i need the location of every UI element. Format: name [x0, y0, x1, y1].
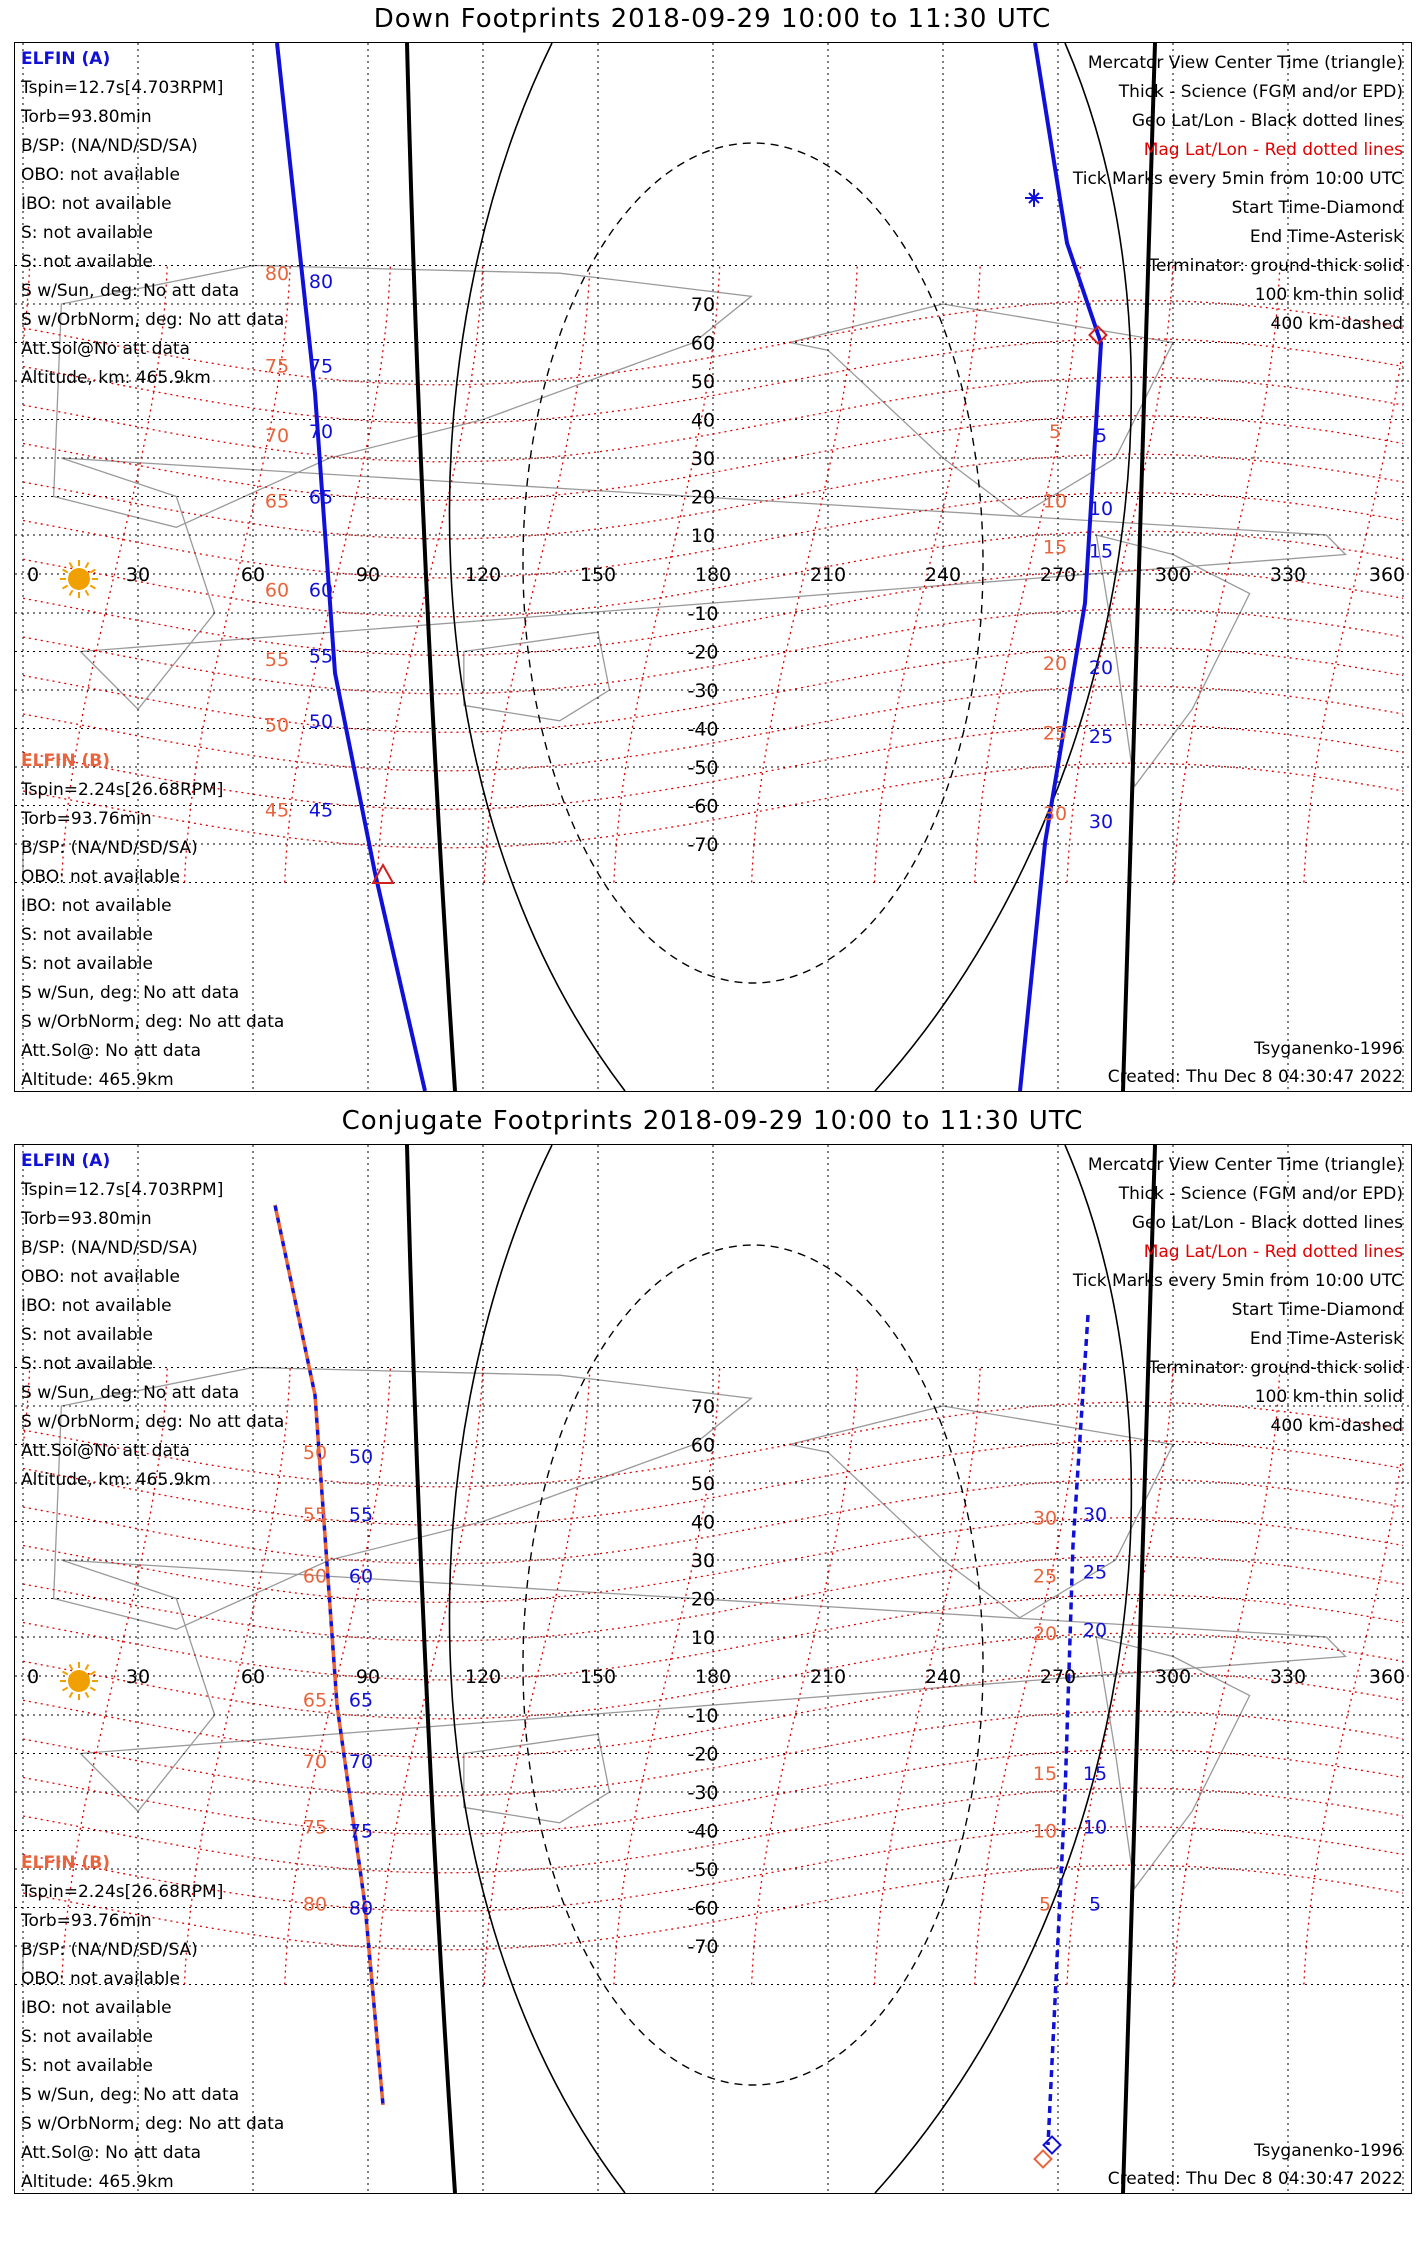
sat-b-tick-label: 45: [264, 799, 290, 822]
legend-line: Geo Lat/Lon - Black dotted lines: [1131, 111, 1403, 131]
info-row: OBO: not available: [21, 1267, 180, 1287]
info-row: OBO: not available: [21, 165, 180, 185]
sat-a-tick-label: 10: [1088, 498, 1114, 521]
legend-line: Tick Marks every 5min from 10:00 UTC: [1072, 1271, 1403, 1291]
lat-label: -50: [687, 1859, 719, 1881]
info-row: Torb=93.80min: [21, 1209, 152, 1229]
info-row: Tspin=12.7s[4.703RPM]: [21, 1180, 224, 1200]
info-row: Att.Sol@: No att data: [21, 2143, 202, 2163]
sat-b-tick-label: 70: [302, 1751, 328, 1774]
lon-label: 0: [27, 564, 40, 586]
lat-label: 50: [690, 1473, 716, 1495]
lat-label: -60: [687, 795, 719, 818]
legend: [1073, 1151, 1403, 1441]
sat-b-name: ELFIN (B): [21, 1853, 111, 1873]
sat-b-tick-label: 30: [1042, 803, 1068, 826]
sat-b-tick-label: 20: [1042, 653, 1068, 676]
info-row: S: not available: [21, 2027, 153, 2047]
sat-a-tick-label: 50: [348, 1446, 374, 1469]
info-row: S w/Sun, deg: No att data: [21, 1383, 240, 1403]
sat-a-tick-label: 5: [1088, 1893, 1102, 1916]
sat-b-tick-label: 55: [302, 1503, 328, 1526]
lon-label: 240: [924, 564, 962, 586]
info-row: IBO: not available: [21, 1998, 172, 2018]
created-label: Created: Thu Dec 8 04:30:47 2022: [1107, 2169, 1403, 2189]
map-conjugate: [14, 1144, 1412, 2194]
lat-label: -20: [687, 1743, 719, 1766]
sat-b-tick-label: 5: [1048, 421, 1062, 444]
sat-a-tick-label: 25: [1082, 1561, 1108, 1584]
lat-label: 40: [690, 409, 716, 432]
info-row: OBO: not available: [21, 1969, 180, 1989]
sat-a-info: [21, 1147, 284, 1495]
sat-b-tick-label: 75: [302, 1816, 328, 1839]
lat-label: 20: [690, 1588, 716, 1611]
info-row: Att.Sol@: No att data: [21, 1041, 202, 1061]
sun-ray: [63, 570, 68, 573]
sun-ray: [86, 590, 89, 595]
legend-line: Terminator: ground-thick solid: [1148, 1358, 1403, 1378]
sat-b-tick-label: 80: [302, 1893, 328, 1916]
info-row: S w/Sun, deg: No att data: [21, 281, 240, 301]
lon-label: 30: [125, 1666, 151, 1688]
created-label: Created: Thu Dec 8 04:30:47 2022: [1107, 1067, 1403, 1087]
sun-icon: [68, 1670, 90, 1692]
sat-a-tick-label: 80: [308, 270, 334, 293]
info-row: Tspin=2.24s[26.68RPM]: [21, 780, 224, 800]
sat-a-tick-label: 60: [348, 1565, 374, 1588]
lon-label: 60: [240, 1666, 266, 1688]
sat-a-tick-label: 5: [1094, 424, 1108, 447]
sat-b-tick-label: 25: [1032, 1565, 1058, 1588]
panel-title-conjugate: Conjugate Footprints 2018-09-29 10:00 to 11:30 UTC: [341, 1106, 1084, 1136]
sat-a-track-west: [277, 43, 425, 1091]
info-row: B/SP: (NA/ND/SD/SA): [21, 1940, 198, 1960]
lon-label: 330: [1269, 1666, 1307, 1688]
sat-a-tick-label: 65: [308, 486, 334, 509]
info-row: B/SP: (NA/ND/SD/SA): [21, 136, 198, 156]
sat-a-info: [21, 45, 284, 393]
lat-label: 60: [690, 332, 716, 355]
info-row: S w/OrbNorm, deg: No att data: [21, 2114, 285, 2134]
sun-ray: [70, 563, 73, 568]
sun-ray: [90, 1672, 95, 1675]
info-row: Torb=93.76min: [21, 1911, 152, 1931]
sat-b-tick-label: 65: [264, 490, 290, 513]
sat-b-tick-label: 10: [1042, 490, 1068, 513]
sat-a-tick-label: 80: [348, 1897, 374, 1920]
lon-label: 300: [1154, 564, 1192, 586]
lat-label: 30: [690, 448, 716, 470]
legend-line: End Time-Asterisk: [1249, 1329, 1403, 1349]
info-row: Altitude: 465.9km: [21, 2172, 174, 2192]
sat-b-track-west: [275, 1205, 383, 2105]
lon-label: 120: [464, 564, 502, 586]
sat-b-tick-label: 70: [264, 424, 290, 447]
info-row: Torb=93.76min: [21, 809, 152, 829]
lat-label: 20: [690, 486, 716, 509]
lat-label: -30: [687, 680, 719, 702]
sat-a-tick-label: 70: [348, 1751, 374, 1774]
info-row: S w/OrbNorm, deg: No att data: [21, 310, 285, 330]
legend-line: Mercator View Center Time (triangle): [1087, 1155, 1403, 1175]
sat-a-tick-label: 55: [348, 1503, 374, 1526]
info-row: Tspin=2.24s[26.68RPM]: [21, 1882, 224, 1902]
lat-label: 60: [690, 1434, 716, 1457]
legend-line: Thick - Science (FGM and/or EPD): [1118, 1184, 1403, 1204]
sat-b-tick-label: 50: [264, 714, 290, 737]
sat-b-info: [21, 1849, 284, 2197]
sat-a-tick-label: 20: [1082, 1619, 1108, 1642]
lat-label: 30: [690, 1550, 716, 1572]
info-row: OBO: not available: [21, 867, 180, 887]
sat-a-name: ELFIN (A): [21, 1151, 111, 1171]
sat-b-info: [21, 747, 284, 1095]
info-row: Att.Sol@No att data: [21, 339, 190, 359]
legend-line: Terminator: ground-thick solid: [1148, 256, 1403, 276]
legend-line: Thick - Science (FGM and/or EPD): [1118, 82, 1403, 102]
lon-label: 330: [1269, 564, 1307, 586]
lon-label: 150: [579, 564, 617, 586]
info-row: Tspin=12.7s[4.703RPM]: [21, 78, 224, 98]
map-down: [14, 42, 1412, 1092]
end-asterisk: [1025, 189, 1043, 207]
sat-b-tick-label: 60: [264, 579, 290, 602]
lat-label: -70: [687, 1936, 719, 1958]
lat-label: -40: [687, 718, 719, 741]
legend-line: Mag Lat/Lon - Red dotted lines: [1143, 1242, 1403, 1262]
lon-label: 360: [1368, 1666, 1406, 1688]
legend-line: 400 km-dashed: [1270, 1416, 1403, 1436]
sat-b-name: ELFIN (B): [21, 751, 111, 771]
lon-label: 0: [27, 1666, 40, 1688]
legend-line: Geo Lat/Lon - Black dotted lines: [1131, 1213, 1403, 1233]
info-row: Att.Sol@No att data: [21, 1441, 190, 1461]
lon-label: 120: [464, 1666, 502, 1688]
sat-a-track-west: [275, 1205, 383, 2105]
terminator-ground: [407, 43, 455, 1091]
sat-a-tick-label: 50: [308, 710, 334, 733]
info-row: S: not available: [21, 1354, 153, 1374]
lat-label: -40: [687, 1820, 719, 1843]
sat-a-tick-label: 45: [308, 799, 334, 822]
sat-b-tick-label: 25: [1042, 722, 1068, 745]
sat-b-tick-label: 50: [302, 1442, 328, 1465]
lat-label: -10: [687, 1705, 719, 1727]
info-row: S w/OrbNorm, deg: No att data: [21, 1412, 285, 1432]
lat-label: -70: [687, 834, 719, 856]
terminator-ground: [407, 1145, 455, 2193]
sat-b-tick-label: 20: [1032, 1623, 1058, 1646]
lon-label: 90: [355, 1666, 381, 1688]
sun-ray: [86, 1692, 89, 1697]
sun-ray: [63, 1672, 68, 1675]
lat-label: 10: [690, 525, 716, 547]
lat-label: -20: [687, 641, 719, 664]
lon-label: 270: [1039, 564, 1077, 586]
lon-label: 180: [694, 1666, 732, 1688]
info-row: S: not available: [21, 1325, 153, 1345]
sun-ray: [86, 1665, 89, 1670]
info-row: S w/OrbNorm, deg: No att data: [21, 1012, 285, 1032]
start-diamond: [1035, 2151, 1052, 2168]
lon-label: 360: [1368, 564, 1406, 586]
info-row: S: not available: [21, 2056, 153, 2076]
sat-a-tick-label: 15: [1082, 1762, 1108, 1785]
info-row: B/SP: (NA/ND/SD/SA): [21, 1238, 198, 1258]
info-row: IBO: not available: [21, 1296, 172, 1316]
sat-b-tick-label: 5: [1038, 1893, 1052, 1916]
lat-label: 70: [690, 1396, 716, 1418]
sat-b-tick-label: 15: [1042, 536, 1068, 559]
sat-a-tick-label: 30: [1082, 1503, 1108, 1526]
info-row: IBO: not available: [21, 896, 172, 916]
info-row: B/SP: (NA/ND/SD/SA): [21, 838, 198, 858]
info-row: Altitude: 465.9km: [21, 1070, 174, 1090]
info-row: S: not available: [21, 925, 153, 945]
legend-line: Mercator View Center Time (triangle): [1087, 53, 1403, 73]
sat-a-tick-label: 10: [1082, 1816, 1108, 1839]
lat-label: 10: [690, 1627, 716, 1649]
sat-b-tick-label: 60: [302, 1565, 328, 1588]
lat-label: 70: [690, 294, 716, 316]
legend-line: Start Time-Diamond: [1231, 1300, 1403, 1320]
legend-line: 100 km-thin solid: [1254, 285, 1403, 305]
info-row: Altitude, km: 465.9km: [21, 1470, 211, 1490]
lon-label: 150: [579, 1666, 617, 1688]
lon-label: 90: [355, 564, 381, 586]
sat-a-tick-label: 70: [308, 421, 334, 444]
info-row: S w/Sun, deg: No att data: [21, 2085, 240, 2105]
model-label: Tsyganenko-1996: [1253, 1039, 1403, 1059]
lon-label: 300: [1154, 1666, 1192, 1688]
info-row: S: not available: [21, 223, 153, 243]
sat-b-tick-label: 55: [264, 649, 290, 672]
lat-label: -60: [687, 1897, 719, 1920]
sat-a-tick-label: 55: [308, 645, 334, 668]
sat-b-tick-label: 80: [264, 263, 290, 286]
sat-a-tick-label: 65: [348, 1689, 374, 1712]
sun-ray: [63, 1688, 68, 1691]
sat-a-tick-label: 75: [348, 1820, 374, 1843]
lon-label: 210: [809, 1666, 847, 1688]
info-row: S w/Sun, deg: No att data: [21, 983, 240, 1003]
sat-a-tick-label: 15: [1088, 540, 1114, 563]
sat-a-tick-label: 20: [1088, 656, 1114, 679]
sat-b-tick-label: 10: [1032, 1820, 1058, 1843]
sat-b-tick-label: 15: [1032, 1762, 1058, 1785]
lon-label: 240: [924, 1666, 962, 1688]
sat-b-tick-label: 30: [1032, 1507, 1058, 1530]
info-row: S: not available: [21, 954, 153, 974]
sat-a-tick-label: 30: [1088, 810, 1114, 833]
panel-title-down: Down Footprints 2018-09-29 10:00 to 11:30 UTC: [373, 4, 1052, 34]
info-row: Torb=93.80min: [21, 107, 152, 127]
info-row: Altitude, km: 465.9km: [21, 368, 211, 388]
mag-meridian: [1304, 1460, 1401, 1985]
legend-line: Tick Marks every 5min from 10:00 UTC: [1072, 169, 1403, 189]
sun-ray: [70, 1692, 73, 1697]
sun-ray: [90, 586, 95, 589]
lon-label: 270: [1039, 1666, 1077, 1688]
sun-ray: [90, 1688, 95, 1691]
mag-meridian: [1304, 358, 1401, 883]
lat-label: -30: [687, 1782, 719, 1804]
lon-label: 180: [694, 564, 732, 586]
start-diamond: [1044, 2137, 1061, 2154]
sat-b-tick-label: 75: [264, 355, 290, 378]
legend-line: Start Time-Diamond: [1231, 198, 1403, 218]
legend-line: 400 km-dashed: [1270, 314, 1403, 334]
sat-b-tick-label: 65: [302, 1689, 328, 1712]
legend-line: Mag Lat/Lon - Red dotted lines: [1143, 140, 1403, 160]
sat-a-tick-label: 25: [1088, 726, 1114, 749]
model-label: Tsyganenko-1996: [1253, 2141, 1403, 2161]
info-row: IBO: not available: [21, 194, 172, 214]
sun-ray: [70, 590, 73, 595]
lat-label: 50: [690, 371, 716, 393]
sun-icon: [68, 568, 90, 590]
sun-ray: [63, 586, 68, 589]
lon-label: 210: [809, 564, 847, 586]
sat-a-tick-label: 60: [308, 579, 334, 602]
sun-ray: [86, 563, 89, 568]
lon-label: 30: [125, 564, 151, 586]
sat-a-tick-label: 75: [308, 355, 334, 378]
sun-ray: [70, 1665, 73, 1670]
legend-line: 100 km-thin solid: [1254, 1387, 1403, 1407]
lat-label: -50: [687, 757, 719, 779]
legend: [1073, 49, 1403, 339]
info-row: S: not available: [21, 252, 153, 272]
lat-label: -10: [687, 603, 719, 625]
sat-a-name: ELFIN (A): [21, 49, 111, 69]
sun-ray: [90, 570, 95, 573]
lon-label: 60: [240, 564, 266, 586]
lat-label: 40: [690, 1511, 716, 1534]
legend-line: End Time-Asterisk: [1249, 227, 1403, 247]
